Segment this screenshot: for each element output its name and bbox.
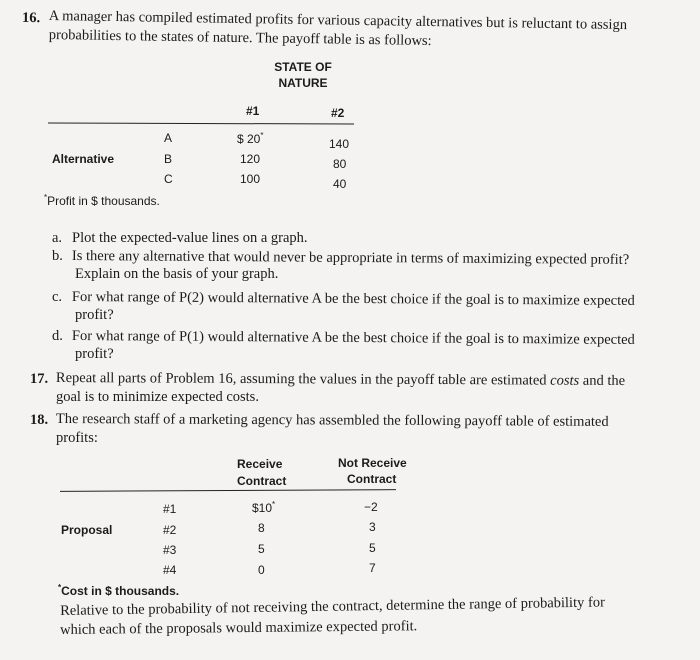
problem-17-line-2: goal is to minimize expected costs. <box>56 389 259 405</box>
not-receive-value: 5 <box>369 541 376 555</box>
alternative-label: C <box>164 172 173 186</box>
problem-17-number: 17. <box>30 371 49 387</box>
problem-18-after-line-1: Relative to the probability of not receiving the contract, determine the range of probability for <box>60 594 605 619</box>
part-c-label: c. <box>52 289 63 305</box>
footnote-marker: * <box>58 583 62 592</box>
not-receive-value: −2 <box>364 500 378 514</box>
state-1-value: $ 20* <box>237 131 264 146</box>
problem-18-line-1: The research staff of a marketing agency has assembled the following payoff table of estimated <box>55 411 609 430</box>
alternative-row-label: Alternative <box>52 152 115 166</box>
column-header-state-2: #2 <box>331 106 345 120</box>
alternative-label: A <box>164 131 173 145</box>
problem-16-line-1: A manager has compiled estimated profits for various capacity alternatives but is reluctant to assign <box>48 8 628 34</box>
state-of-nature-header-1: STATE OF <box>274 60 332 74</box>
column-header-not-receive-1: Not Receive <box>338 456 407 470</box>
table-1-footnote: *Profit in $ thousands. <box>44 193 160 208</box>
footnote-marker: * <box>260 131 264 140</box>
table-2-footnote: *Cost in $ thousands. <box>58 583 180 598</box>
state-1-value: 120 <box>240 152 261 166</box>
proposal-row-label: Proposal <box>61 523 113 537</box>
part-b-label: b. <box>52 248 63 264</box>
column-header-state-1: #1 <box>246 104 260 118</box>
part-c-text-2: profit? <box>75 307 114 323</box>
not-receive-value: 7 <box>369 561 376 575</box>
column-header-not-receive-2: Contract <box>347 472 397 486</box>
receive-value: $10* <box>252 500 276 515</box>
part-d-label: d. <box>52 328 63 344</box>
proposal-id: #2 <box>163 523 177 537</box>
problem-17-line-1: Repeat all parts of Problem 16, assuming the values in the payoff table are estimated costs and the <box>55 370 626 389</box>
table-2-rule <box>60 489 396 492</box>
footnote-marker: * <box>272 500 276 509</box>
state-of-nature-header-2: NATURE <box>278 76 328 90</box>
alternative-label: B <box>164 152 173 166</box>
footnote-marker: * <box>44 193 48 202</box>
proposal-id: #4 <box>163 563 177 577</box>
part-d-text-1: For what range of P(1) would alternative A be the best choice if the goal is to maximize expected <box>71 328 635 348</box>
column-header-receive-1: Receive <box>237 457 283 471</box>
receive-value: 8 <box>258 521 265 535</box>
state-2-value: 40 <box>333 177 347 191</box>
part-b-text-1: Is there any alternative that would never be appropriate in terms of maximizing expected profit? <box>71 248 630 268</box>
state-1-value: 100 <box>240 172 261 186</box>
part-b-text-2: Explain on the basis of your graph. <box>75 266 279 282</box>
problem-16-line-2: probabilities to the states of nature. The payoff table is as follows: <box>48 27 432 50</box>
part-a-label: a. <box>52 230 63 246</box>
problem-18-after-line-2: which each of the proposals would maximize expected profit. <box>60 618 418 638</box>
state-2-value: 140 <box>329 137 350 151</box>
column-header-receive-2: Contract <box>237 474 287 488</box>
receive-value: 5 <box>258 542 265 556</box>
proposal-id: #3 <box>163 543 177 557</box>
part-c-text-1: For what range of P(2) would alternative A be the best choice if the goal is to maximize expected <box>71 289 635 309</box>
not-receive-value: 3 <box>369 520 376 534</box>
problem-18-line-2: profits: <box>56 430 98 446</box>
problem-16-number: 16. <box>21 9 41 27</box>
state-2-value: 80 <box>333 157 347 171</box>
proposal-id: #1 <box>163 502 177 516</box>
table-1-rule <box>48 122 354 124</box>
part-a-text: Plot the expected-value lines on a graph. <box>72 230 308 246</box>
problem-18-number: 18. <box>30 412 49 428</box>
part-d-text-2: profit? <box>75 346 114 362</box>
receive-value: 0 <box>258 563 265 577</box>
